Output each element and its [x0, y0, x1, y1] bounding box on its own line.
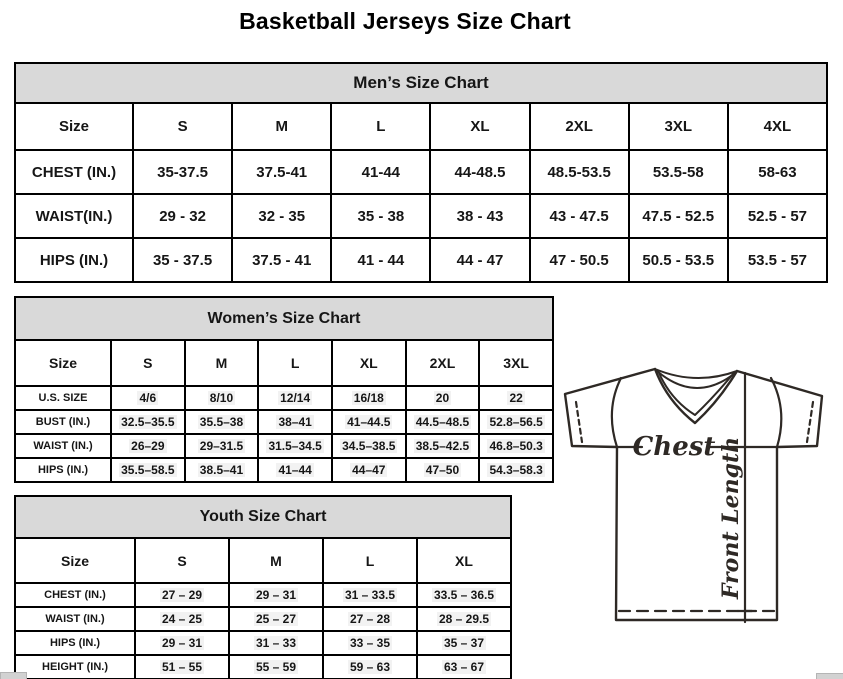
- value-cell: 35 - 38: [331, 194, 430, 238]
- womens-table-title: Women’s Size Chart: [15, 297, 553, 340]
- value-cell: [229, 607, 323, 631]
- youth-table-title: Youth Size Chart: [15, 496, 511, 538]
- value-cell: [332, 434, 406, 458]
- value-cell: 47 - 50.5: [530, 238, 629, 282]
- value-cell: 41-44: [331, 150, 430, 194]
- value-text: 38.5–41: [199, 463, 244, 477]
- value-cell: [406, 386, 480, 410]
- right-sleeve-seam: [771, 378, 781, 447]
- value-cell: 48.5-53.5: [530, 150, 629, 194]
- front-length-label: Front Length: [718, 436, 744, 600]
- value-text: 31 – 33.5: [344, 588, 396, 602]
- value-text: 28 – 29.5: [438, 612, 490, 626]
- header-cell: 4XL: [728, 103, 827, 150]
- mens-table-title: Men’s Size Chart: [15, 63, 827, 103]
- table-row: [15, 655, 511, 679]
- value-cell: [258, 386, 332, 410]
- value-text: 35.5–38: [199, 415, 244, 429]
- table-row: [15, 150, 827, 194]
- value-text: 47–50: [425, 463, 460, 477]
- value-cell: [417, 607, 511, 631]
- value-cell: [479, 434, 553, 458]
- value-text: 31.5–34.5: [268, 439, 322, 453]
- jersey-diagram: [555, 356, 841, 632]
- value-cell: [258, 410, 332, 434]
- row-label: HIPS (IN.): [15, 631, 135, 655]
- header-cell: S: [111, 340, 185, 386]
- value-cell: [229, 583, 323, 607]
- table-row: [15, 238, 827, 282]
- value-cell: [135, 655, 229, 679]
- value-text: 63 – 67: [443, 660, 485, 674]
- value-cell: 35-37.5: [133, 150, 232, 194]
- header-cell: L: [258, 340, 332, 386]
- value-cell: [185, 410, 259, 434]
- value-text: 22: [509, 391, 523, 405]
- value-text: 27 – 29: [161, 588, 203, 602]
- table-row: [15, 194, 827, 238]
- value-text: 31 – 33: [255, 636, 297, 650]
- table-row: [15, 386, 553, 410]
- value-text: 4/6: [139, 391, 157, 405]
- womens-size-table: [14, 296, 554, 483]
- value-text: 29 – 31: [255, 588, 297, 602]
- value-text: 26–29: [131, 439, 165, 453]
- value-text: 33 – 35: [349, 636, 391, 650]
- value-text: 8/10: [209, 391, 234, 405]
- value-cell: 50.5 - 53.5: [629, 238, 728, 282]
- value-cell: 32 - 35: [232, 194, 331, 238]
- mens-header-row: [15, 103, 827, 150]
- value-text: 33.5 – 36.5: [433, 588, 495, 602]
- row-label: HEIGHT (IN.): [15, 655, 135, 679]
- value-cell: [323, 607, 417, 631]
- value-text: 34.5–38.5: [342, 439, 396, 453]
- value-text: 44.5–48.5: [415, 415, 470, 429]
- table-row: [15, 583, 511, 607]
- mens-size-table: [14, 62, 828, 283]
- value-text: 27 – 28: [349, 612, 391, 626]
- mens-title-row: [15, 63, 827, 103]
- youth-header-row: [15, 538, 511, 583]
- value-cell: [332, 386, 406, 410]
- value-cell: [258, 434, 332, 458]
- row-label: HIPS (IN.): [15, 458, 111, 482]
- value-cell: 52.5 - 57: [728, 194, 827, 238]
- table-row: [15, 434, 553, 458]
- header-cell: XL: [332, 340, 406, 386]
- header-cell: M: [232, 103, 331, 150]
- value-text: 25 – 27: [255, 612, 297, 626]
- row-label: WAIST(IN.): [15, 194, 133, 238]
- value-cell: 35 - 37.5: [133, 238, 232, 282]
- value-cell: [111, 458, 185, 482]
- value-text: 51 – 55: [161, 660, 203, 674]
- value-text: 29–31.5: [199, 439, 244, 453]
- value-cell: [135, 607, 229, 631]
- collar-back-line: [655, 369, 737, 378]
- value-cell: 58-63: [728, 150, 827, 194]
- value-cell: 43 - 47.5: [530, 194, 629, 238]
- header-cell: L: [323, 538, 417, 583]
- jersey-outline: [565, 369, 822, 620]
- value-cell: [479, 410, 553, 434]
- header-cell: Size: [15, 103, 133, 150]
- header-cell: Size: [15, 538, 135, 583]
- value-cell: 38 - 43: [430, 194, 529, 238]
- value-cell: [185, 386, 259, 410]
- value-text: 20: [435, 391, 450, 405]
- table-row: [15, 458, 553, 482]
- scrollbar-fragment-right[interactable]: [816, 673, 843, 679]
- header-cell: XL: [430, 103, 529, 150]
- value-cell: 29 - 32: [133, 194, 232, 238]
- value-text: 59 – 63: [349, 660, 391, 674]
- row-label: CHEST (IN.): [15, 150, 133, 194]
- header-cell: Size: [15, 340, 111, 386]
- womens-title-row: [15, 297, 553, 340]
- value-cell: [135, 583, 229, 607]
- value-text: 55 – 59: [255, 660, 297, 674]
- value-cell: [323, 631, 417, 655]
- header-cell: S: [135, 538, 229, 583]
- header-cell: M: [229, 538, 323, 583]
- value-cell: 53.5-58: [629, 150, 728, 194]
- value-text: 41–44.5: [347, 415, 391, 429]
- value-text: 38.5–42.5: [415, 439, 470, 453]
- header-cell: 3XL: [629, 103, 728, 150]
- value-text: 52.8–56.5: [489, 415, 543, 429]
- header-cell: S: [133, 103, 232, 150]
- row-label: BUST (IN.): [15, 410, 111, 434]
- youth-size-table: [14, 495, 512, 679]
- value-cell: [135, 631, 229, 655]
- row-label: U.S. SIZE: [15, 386, 111, 410]
- value-cell: 37.5 - 41: [232, 238, 331, 282]
- value-cell: [479, 458, 553, 482]
- value-cell: 53.5 - 57: [728, 238, 827, 282]
- value-text: 54.3–58.3: [489, 463, 543, 477]
- value-cell: [111, 410, 185, 434]
- value-text: 44–47: [352, 463, 386, 477]
- value-cell: [332, 458, 406, 482]
- table-row: [15, 631, 511, 655]
- value-text: 12/14: [280, 391, 311, 405]
- right-cuff-dash: [807, 402, 813, 442]
- value-cell: [229, 655, 323, 679]
- value-text: 35.5–58.5: [121, 463, 175, 477]
- chest-label: Chest: [632, 432, 716, 462]
- value-cell: [185, 458, 259, 482]
- value-cell: 44-48.5: [430, 150, 529, 194]
- value-cell: [185, 434, 259, 458]
- value-cell: [229, 631, 323, 655]
- row-label: WAIST (IN.): [15, 434, 111, 458]
- value-cell: 41 - 44: [331, 238, 430, 282]
- header-cell: 2XL: [406, 340, 480, 386]
- value-cell: [258, 458, 332, 482]
- value-text: 29 – 31: [161, 636, 203, 650]
- value-cell: [323, 583, 417, 607]
- table-row: [15, 607, 511, 631]
- scrollbar-fragment-left[interactable]: [0, 672, 27, 679]
- value-cell: [111, 434, 185, 458]
- value-cell: [111, 386, 185, 410]
- value-text: 41–44: [278, 463, 312, 477]
- header-cell: M: [185, 340, 259, 386]
- left-sleeve-seam: [612, 378, 621, 447]
- header-cell: XL: [417, 538, 511, 583]
- row-label: WAIST (IN.): [15, 607, 135, 631]
- value-cell: [406, 410, 480, 434]
- value-text: 46.8–50.3: [489, 439, 543, 453]
- header-cell: 3XL: [479, 340, 553, 386]
- row-label: HIPS (IN.): [15, 238, 133, 282]
- womens-header-row: [15, 340, 553, 386]
- value-cell: [332, 410, 406, 434]
- value-text: 35 – 37: [443, 636, 485, 650]
- value-cell: [479, 386, 553, 410]
- value-cell: [417, 583, 511, 607]
- header-cell: L: [331, 103, 430, 150]
- value-cell: 37.5-41: [232, 150, 331, 194]
- value-cell: [323, 655, 417, 679]
- left-cuff-dash: [576, 402, 582, 442]
- value-text: 16/18: [353, 391, 384, 405]
- value-text: 38–41: [278, 415, 312, 429]
- page-title: Basketball Jerseys Size Chart: [239, 8, 571, 34]
- row-label: CHEST (IN.): [15, 583, 135, 607]
- header-cell: 2XL: [530, 103, 629, 150]
- value-cell: [406, 458, 480, 482]
- value-cell: [406, 434, 480, 458]
- table-row: [15, 410, 553, 434]
- value-cell: 44 - 47: [430, 238, 529, 282]
- value-cell: 47.5 - 52.5: [629, 194, 728, 238]
- value-text: 32.5–35.5: [121, 415, 175, 429]
- youth-title-row: [15, 496, 511, 538]
- value-text: 24 – 25: [161, 612, 203, 626]
- value-cell: [417, 655, 511, 679]
- value-cell: [417, 631, 511, 655]
